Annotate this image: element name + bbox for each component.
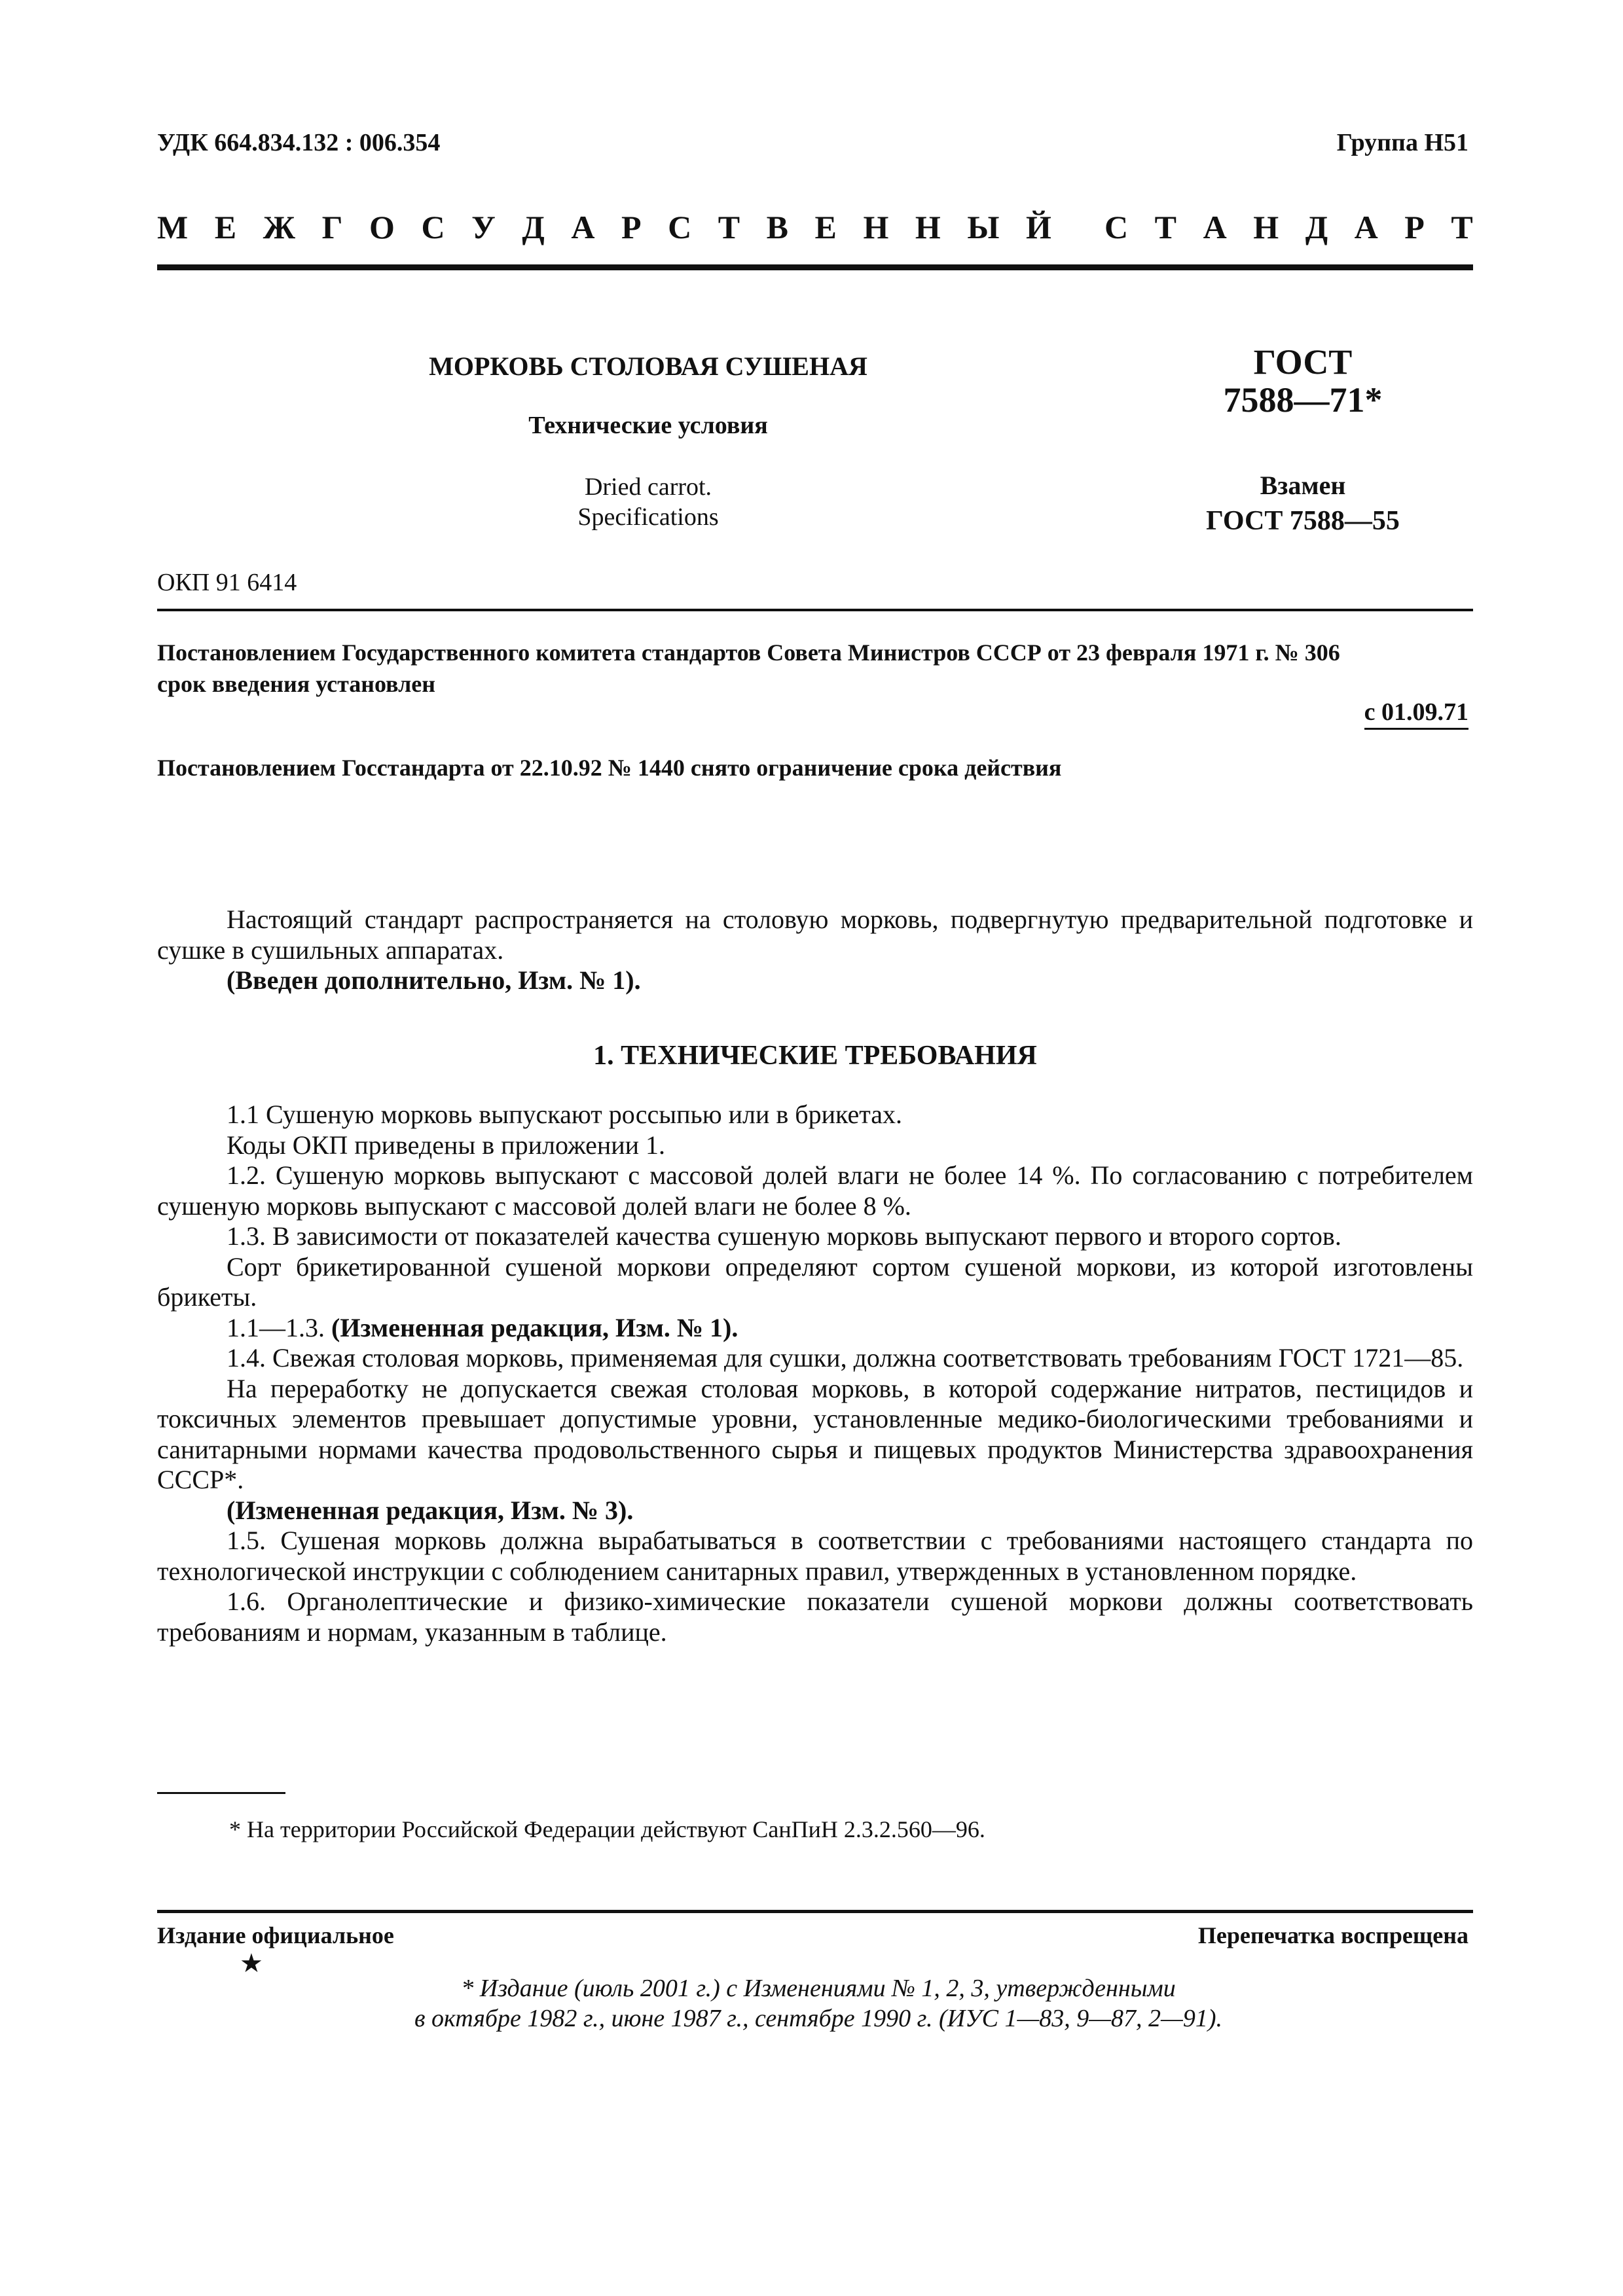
heading-letter: Ж bbox=[263, 209, 296, 245]
footnote-divider bbox=[157, 1792, 285, 1794]
replaces-gost: ГОСТ 7588—55 bbox=[1206, 506, 1400, 536]
star-icon: ★ bbox=[240, 1948, 263, 1978]
group-code: Группа Н51 bbox=[1336, 129, 1468, 156]
body-paragraph: 1.3. В зависимости от показателей качества сушеную морковь выпускают первого и второго сортов. bbox=[227, 1221, 1341, 1251]
body-paragraph: 1.6. Органолептические и физико-химические показатели сушеной моркови должны соответствовать требованиям и нормам, указанным в таблице. bbox=[157, 1587, 1473, 1647]
heading-letter: О bbox=[369, 209, 395, 245]
heading-letter: С bbox=[1104, 209, 1129, 245]
clause-range: 1.1—1.3. bbox=[227, 1312, 325, 1342]
replaces-label: Взамен bbox=[1260, 471, 1346, 500]
heading-letter: Н bbox=[915, 209, 941, 245]
interstate-standard-heading bbox=[157, 208, 1473, 246]
effective-date: с 01.09.71 bbox=[1364, 698, 1468, 730]
gost-label: ГОСТ bbox=[1253, 342, 1353, 382]
amendment-note: (Введен дополнительно, Изм. № 1). bbox=[227, 965, 641, 995]
edition-note: * Издание (июль 2001 г.) с Изменениями № 1, 2, 3, утвержденными bbox=[461, 1975, 1176, 2002]
header-divider bbox=[157, 264, 1473, 270]
heading-letter: Е bbox=[814, 209, 837, 245]
body-paragraph: 1.4. Свежая столовая морковь, применяемая для сушки, должна соответствовать требованиям ГОСТ 1721—85. bbox=[227, 1343, 1464, 1372]
decree-line: срок введения установлен bbox=[157, 671, 436, 697]
standard-title: МОРКОВЬ СТОЛОВАЯ СУШЕНАЯ bbox=[429, 351, 867, 381]
body-paragraph: На переработку не допускается свежая столовая морковь, в которой содержание нитратов, пестицидов и токсичных элементов превышает допустимые уровни, установленные медико-биологическими требованиями и санитарными нормами качества продовольственного сырья и пищевых продуктов Министерства здравоохранения СССР*. bbox=[157, 1373, 1473, 1494]
heading-letter: Р bbox=[1404, 209, 1425, 245]
heading-letter: Й bbox=[1026, 209, 1051, 245]
heading-letter: Д bbox=[522, 209, 545, 245]
amendment-note: (Измененная редакция, Изм. № 1). bbox=[331, 1312, 739, 1342]
heading-letter: М bbox=[157, 209, 189, 245]
heading-letter: Т bbox=[718, 209, 740, 245]
standard-subtitle: Технические условия bbox=[528, 412, 768, 439]
heading-letter: Т bbox=[1451, 209, 1473, 245]
heading-letter: С bbox=[668, 209, 692, 245]
heading-letter: Н bbox=[1253, 209, 1279, 245]
heading-letter: А bbox=[1354, 209, 1378, 245]
standard-body bbox=[157, 905, 1473, 1647]
heading-letter: Р bbox=[621, 209, 642, 245]
heading-letter: А bbox=[571, 209, 595, 245]
heading-letter: У bbox=[471, 209, 496, 245]
body-paragraph: Настоящий стандарт распространяется на столовую морковь, подвергнутую предварительной подготовке и сушке в сушильных аппаратах. bbox=[157, 905, 1473, 965]
body-paragraph: 1.1 Сушеную морковь выпускают россыпью или в брикетах. bbox=[227, 1100, 902, 1129]
heading-letter: А bbox=[1203, 209, 1227, 245]
body-paragraph: 1.2. Сушеную морковь выпускают с массовой долей влаги не более 14 %. По согласованию с потребителем сушеную морковь выпускают с массовой долей влаги не более 8 %. bbox=[157, 1160, 1473, 1221]
edition-note: в октябре 1982 г., июне 1987 г., сентябре 1990 г. (ИУС 1—83, 9—87, 2—91). bbox=[414, 2005, 1222, 2032]
decree-line: Постановлением Государственного комитета стандартов Совета Министров СССР от 23 февраля 1971 г. № 306 bbox=[157, 639, 1340, 666]
heading-letter: Н bbox=[863, 209, 889, 245]
amendment-line bbox=[157, 1313, 1473, 1344]
heading-letter: Г bbox=[321, 209, 343, 245]
body-paragraph: 1.5. Сушеная морковь должна вырабатываться в соответствии с требованиями настоящего стандарта по технологической инструкции с соблюдением санитарных правил, утвержденных в установленном порядке. bbox=[157, 1526, 1473, 1586]
standard-subtitle-english: Specifications bbox=[577, 503, 719, 531]
body-paragraph: Коды ОКП приведены в приложении 1. bbox=[227, 1130, 666, 1160]
official-edition-label: Издание официальное bbox=[157, 1922, 394, 1948]
reprint-prohibited-label: Перепечатка воспрещена bbox=[1197, 1922, 1468, 1948]
heading-letter: Т bbox=[1154, 209, 1177, 245]
footer-divider bbox=[157, 1910, 1473, 1913]
title-divider bbox=[157, 609, 1473, 611]
gost-number: 7588—71* bbox=[1223, 380, 1383, 420]
standard-title-english: Dried carrot. bbox=[584, 473, 712, 501]
decree-line: Постановлением Госстандарта от 22.10.92 № 1440 снято ограничение срока действия bbox=[157, 755, 1062, 781]
amendment-note: (Измененная редакция, Изм. № 3). bbox=[227, 1495, 634, 1525]
heading-letter: Ы bbox=[967, 209, 1000, 245]
okp-code: ОКП 91 6414 bbox=[157, 569, 297, 596]
udk-code: УДК 664.834.132 : 006.354 bbox=[157, 129, 441, 156]
body-paragraph: Сорт брикетированной сушеной моркови определяют сортом сушеной моркови, из которой изготовлены брикеты. bbox=[157, 1251, 1473, 1312]
footnote: * На территории Российской Федерации действуют СанПиН 2.3.2.560—96. bbox=[229, 1816, 985, 1842]
heading-letter: С bbox=[421, 209, 445, 245]
heading-letter: Д bbox=[1305, 209, 1328, 245]
heading-letter: В bbox=[766, 209, 788, 245]
heading-letter: Е bbox=[214, 209, 237, 245]
section-heading: 1. ТЕХНИЧЕСКИЕ ТРЕБОВАНИЯ bbox=[593, 1040, 1037, 1071]
